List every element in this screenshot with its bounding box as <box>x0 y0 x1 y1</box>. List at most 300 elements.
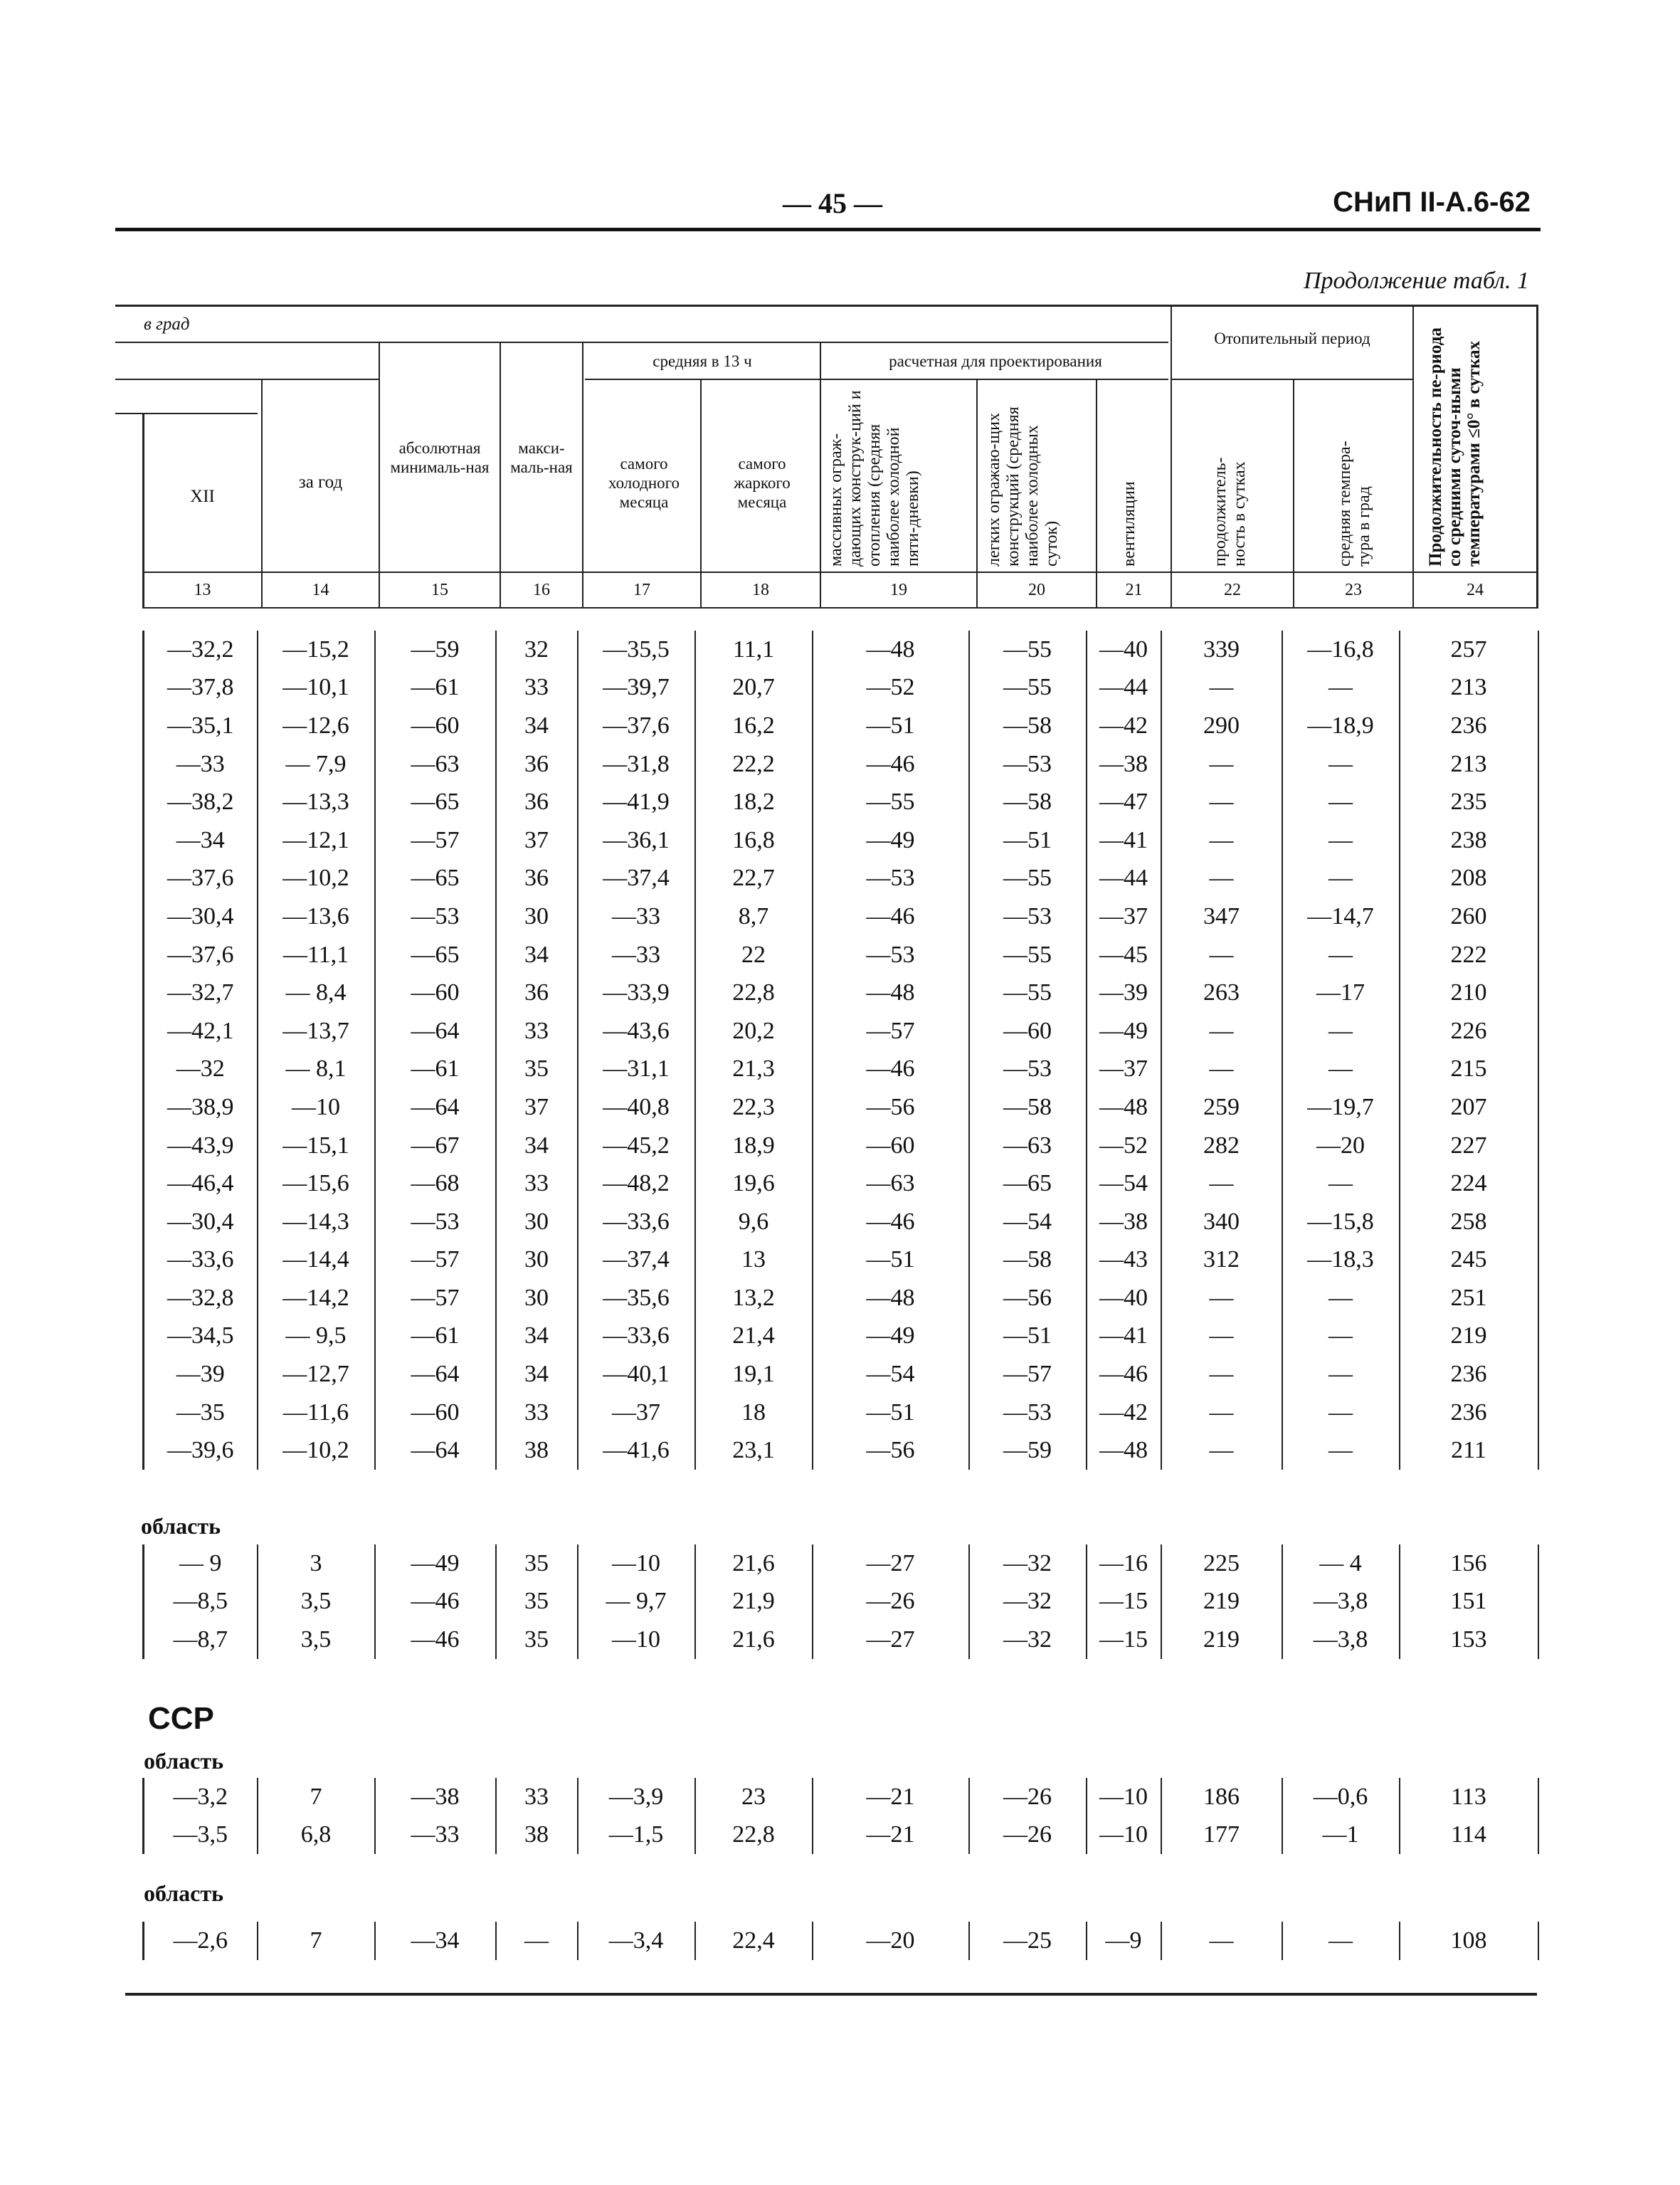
table-row <box>144 1922 1538 1960</box>
table-cell: 19,1 <box>695 1355 813 1394</box>
table-cell: —64 <box>375 1355 496 1394</box>
column-number: 14 <box>312 581 329 599</box>
table-cell: 35 <box>496 1583 578 1621</box>
table-cell: — <box>1282 1279 1400 1317</box>
table-cell: —53 <box>813 936 969 974</box>
table-cell: —35,5 <box>578 631 695 669</box>
table-row <box>144 974 1538 1012</box>
table-cell: —49 <box>375 1544 496 1583</box>
table-row <box>144 745 1538 784</box>
table-cell: —30,4 <box>144 897 258 936</box>
table-cell: —38 <box>1087 1203 1161 1241</box>
col-max-header: макси-маль-ная <box>510 439 573 476</box>
table-cell: —56 <box>813 1431 969 1470</box>
table-cell: —35 <box>144 1394 258 1432</box>
table-cell: —33,6 <box>578 1317 695 1356</box>
column-number: 22 <box>1224 581 1241 599</box>
table-row <box>144 1431 1538 1470</box>
table-cell: —12,6 <box>258 707 375 745</box>
table-cell: 6,8 <box>258 1816 375 1855</box>
table-cell: 33 <box>496 669 578 707</box>
table-cell: —53 <box>969 897 1087 936</box>
table-cell: —39 <box>144 1355 258 1394</box>
table-cell: 21,6 <box>695 1544 813 1583</box>
table-cell: —49 <box>1087 1012 1161 1051</box>
table-cell: —52 <box>1087 1127 1161 1165</box>
table-cell: 20,7 <box>695 669 813 707</box>
table-cell: —37,8 <box>144 669 258 707</box>
table-cell: —53 <box>969 1394 1087 1432</box>
table-cell: —37,6 <box>144 936 258 974</box>
table-cell: —56 <box>813 1088 969 1127</box>
table-cell: —14,3 <box>258 1203 375 1241</box>
table-cell: 33 <box>496 1012 578 1051</box>
table-cell: —38 <box>375 1778 496 1816</box>
table-cell: 186 <box>1161 1778 1282 1816</box>
table-row <box>144 897 1538 936</box>
table-continuation-label: Продолжение табл. 1 <box>1303 268 1529 294</box>
table-cell: — <box>1282 669 1400 707</box>
table-cell: —27 <box>813 1621 969 1659</box>
column-number: 23 <box>1345 581 1362 599</box>
table-cell: 36 <box>496 974 578 1012</box>
table-cell: 23 <box>695 1778 813 1816</box>
table-cell: 258 <box>1400 1203 1538 1241</box>
group-design: расчетная для проектирования <box>889 352 1102 370</box>
table-cell: —63 <box>969 1127 1087 1165</box>
group-heating: Отопительный период <box>1214 330 1370 347</box>
table-cell: — <box>1161 1355 1282 1394</box>
table-cell: —8,5 <box>144 1583 258 1621</box>
table-cell: 22,7 <box>695 860 813 898</box>
table-cell: —14,7 <box>1282 897 1400 936</box>
table-cell: 113 <box>1400 1778 1538 1816</box>
table-cell: 340 <box>1161 1203 1282 1241</box>
table-cell: —51 <box>813 707 969 745</box>
table-cell: —15,1 <box>258 1127 375 1165</box>
table-row <box>144 821 1538 860</box>
table-cell: — <box>1161 1394 1282 1432</box>
table-cell: — <box>1161 1012 1282 1051</box>
table-cell: —10,2 <box>258 860 375 898</box>
table-cell: 13 <box>695 1241 813 1280</box>
table-cell: 33 <box>496 1164 578 1203</box>
table-row <box>144 669 1538 707</box>
table-cell: —25 <box>969 1922 1087 1960</box>
table-cell: —9 <box>1087 1922 1161 1960</box>
table-cell: —57 <box>375 821 496 860</box>
table-cell: —46 <box>813 745 969 784</box>
table-cell: 21,4 <box>695 1317 813 1356</box>
table-cell: —32 <box>969 1544 1087 1583</box>
table-cell: —21 <box>813 1816 969 1855</box>
table-cell: 20,2 <box>695 1012 813 1051</box>
table-cell: —53 <box>969 1051 1087 1089</box>
table-cell: —51 <box>969 1317 1087 1356</box>
table-cell: —10 <box>1087 1816 1161 1855</box>
table-cell: —54 <box>969 1203 1087 1241</box>
table-cell: —65 <box>969 1164 1087 1203</box>
table-cell: 23,1 <box>695 1431 813 1470</box>
table-cell: —37 <box>578 1394 695 1432</box>
table-cell: — <box>1282 821 1400 860</box>
table-cell: — 8,4 <box>258 974 375 1012</box>
unit-label: в град <box>144 315 190 334</box>
table-cell: —11,6 <box>258 1394 375 1432</box>
table-cell: 35 <box>496 1544 578 1583</box>
table-cell: —3,4 <box>578 1922 695 1960</box>
table-cell: —46 <box>1087 1355 1161 1394</box>
data-table-section-3 <box>142 1778 1539 1854</box>
table-cell: —26 <box>813 1583 969 1621</box>
table-cell: —58 <box>969 783 1087 821</box>
table-cell: —13,6 <box>258 897 375 936</box>
table-row <box>144 1816 1538 1855</box>
table-cell: —39,7 <box>578 669 695 707</box>
table-cell: —33,9 <box>578 974 695 1012</box>
table-cell: —48 <box>813 631 969 669</box>
table-cell: 213 <box>1400 745 1538 784</box>
table-row <box>144 1317 1538 1356</box>
table-cell: —40,1 <box>578 1355 695 1394</box>
table-row <box>144 1394 1538 1432</box>
table-cell: 34 <box>496 936 578 974</box>
table-cell: 3,5 <box>258 1621 375 1659</box>
table-cell: —48,2 <box>578 1164 695 1203</box>
table-cell: —32 <box>969 1583 1087 1621</box>
table-cell: 16,2 <box>695 707 813 745</box>
table-cell: 210 <box>1400 974 1538 1012</box>
table-cell: —67 <box>375 1127 496 1165</box>
table-cell: —19,7 <box>1282 1088 1400 1127</box>
table-cell: 33 <box>496 1394 578 1432</box>
table-cell: 236 <box>1400 1355 1538 1394</box>
table-cell: —26 <box>969 1778 1087 1816</box>
bottom-rule <box>125 1993 1537 1996</box>
table-cell: 37 <box>496 1088 578 1127</box>
table-cell: —59 <box>969 1431 1087 1470</box>
column-number: 19 <box>890 581 907 599</box>
table-cell: 30 <box>496 1241 578 1280</box>
table-cell: 108 <box>1400 1922 1538 1960</box>
table-cell: —30,4 <box>144 1203 258 1241</box>
table-cell: —51 <box>813 1241 969 1280</box>
table-cell: —43,9 <box>144 1127 258 1165</box>
table-cell: —31,8 <box>578 745 695 784</box>
table-cell: —3,9 <box>578 1778 695 1816</box>
column-number: 24 <box>1467 581 1484 599</box>
table-cell: —45,2 <box>578 1127 695 1165</box>
table-cell: —39,6 <box>144 1431 258 1470</box>
table-cell: 21,6 <box>695 1621 813 1659</box>
table-cell: — 9,7 <box>578 1583 695 1621</box>
table-cell: 34 <box>496 1127 578 1165</box>
table-cell: — <box>1282 783 1400 821</box>
table-cell: —26 <box>969 1816 1087 1855</box>
table-cell: —1 <box>1282 1816 1400 1855</box>
table-cell: —34,5 <box>144 1317 258 1356</box>
table-cell: —55 <box>969 974 1087 1012</box>
table-cell: —10 <box>258 1088 375 1127</box>
table-cell: — <box>1161 1051 1282 1089</box>
column-number: 16 <box>533 581 550 599</box>
table-row <box>144 707 1538 745</box>
table-cell: — <box>1282 1051 1400 1089</box>
table-cell: — <box>1161 1922 1282 1960</box>
table-cell: —16 <box>1087 1544 1161 1583</box>
table-cell: — <box>1282 1922 1400 1960</box>
table-cell: 153 <box>1400 1621 1538 1659</box>
table-cell: — 8,1 <box>258 1051 375 1089</box>
table-cell: —41,6 <box>578 1431 695 1470</box>
table-cell: —43 <box>1087 1241 1161 1280</box>
table-cell: —1,5 <box>578 1816 695 1855</box>
table-cell: 3 <box>258 1544 375 1583</box>
table-cell: 13,2 <box>695 1279 813 1317</box>
table-cell: 30 <box>496 1203 578 1241</box>
table-cell: 236 <box>1400 1394 1538 1432</box>
table-cell: — <box>1161 745 1282 784</box>
table-cell: — <box>1161 669 1282 707</box>
table-cell: —45 <box>1087 936 1161 974</box>
table-row <box>144 860 1538 898</box>
table-cell: — <box>1282 1355 1400 1394</box>
table-cell: —8,7 <box>144 1621 258 1659</box>
table-cell: 260 <box>1400 897 1538 936</box>
table-cell: —40 <box>1087 1279 1161 1317</box>
table-row <box>144 1012 1538 1051</box>
table-cell: —58 <box>969 707 1087 745</box>
table-cell: 22,3 <box>695 1088 813 1127</box>
table-cell: —40 <box>1087 631 1161 669</box>
table-cell: —13,3 <box>258 783 375 821</box>
table-cell: — <box>1161 783 1282 821</box>
table-cell: 32 <box>496 631 578 669</box>
table-cell: 282 <box>1161 1127 1282 1165</box>
table-cell: 21,3 <box>695 1051 813 1089</box>
column-number: 13 <box>194 581 211 599</box>
table-cell: 177 <box>1161 1816 1282 1855</box>
table-cell: 18,2 <box>695 783 813 821</box>
table-cell: —46 <box>375 1621 496 1659</box>
table-cell: —53 <box>375 1203 496 1241</box>
table-cell: — <box>1161 1279 1282 1317</box>
table-cell: 22,8 <box>695 974 813 1012</box>
table-cell: —61 <box>375 669 496 707</box>
table-cell: —63 <box>375 745 496 784</box>
table-cell: —37,4 <box>578 860 695 898</box>
table-cell: 34 <box>496 1355 578 1394</box>
table-cell: —39 <box>1087 974 1161 1012</box>
table-cell: 34 <box>496 1317 578 1356</box>
table-cell: —65 <box>375 783 496 821</box>
table-cell: —65 <box>375 860 496 898</box>
table-cell: —10 <box>1087 1778 1161 1816</box>
table-cell: —32 <box>969 1621 1087 1659</box>
table-cell: 16,8 <box>695 821 813 860</box>
table-cell: —21 <box>813 1778 969 1816</box>
col-period-len-header: Продолжительность пе-риода со средними суточ-ными температурами ≤0° в сутках <box>1426 327 1484 567</box>
table-cell: 22,4 <box>695 1922 813 1960</box>
table-cell: — 9,5 <box>258 1317 375 1356</box>
table-cell: 36 <box>496 860 578 898</box>
table-cell: —40,8 <box>578 1088 695 1127</box>
table-cell: —18,3 <box>1282 1241 1400 1280</box>
table-cell: 21,9 <box>695 1583 813 1621</box>
table-cell: —32,7 <box>144 974 258 1012</box>
table-cell: —61 <box>375 1051 496 1089</box>
section-label-2: область <box>141 1513 221 1539</box>
table-cell: —51 <box>813 1394 969 1432</box>
table-cell: 38 <box>496 1431 578 1470</box>
table-cell: —46 <box>813 897 969 936</box>
table-cell: 347 <box>1161 897 1282 936</box>
table-cell: —38 <box>1087 745 1161 784</box>
table-cell: —53 <box>375 897 496 936</box>
column-number: 21 <box>1125 581 1143 599</box>
table-cell: — 9 <box>144 1544 258 1583</box>
table-cell: —48 <box>813 1279 969 1317</box>
table-cell: 207 <box>1400 1088 1538 1127</box>
table-cell: —15 <box>1087 1583 1161 1621</box>
col-hot-month-header: самого жаркого месяца <box>734 455 791 511</box>
table-cell: —14,2 <box>258 1279 375 1317</box>
table-cell: — 7,9 <box>258 745 375 784</box>
table-cell: —34 <box>375 1922 496 1960</box>
table-cell: 38 <box>496 1816 578 1855</box>
table-cell: — <box>1282 1012 1400 1051</box>
table-cell: —37,6 <box>578 707 695 745</box>
table-cell: —0,6 <box>1282 1778 1400 1816</box>
table-cell: —35,6 <box>578 1279 695 1317</box>
table-cell: 245 <box>1400 1241 1538 1280</box>
table-cell: —31,1 <box>578 1051 695 1089</box>
table-cell: —2,6 <box>144 1922 258 1960</box>
table-cell: 30 <box>496 1279 578 1317</box>
table-cell: — <box>1282 860 1400 898</box>
table-cell: —60 <box>375 1394 496 1432</box>
table-cell: —33,6 <box>144 1241 258 1280</box>
table-cell: —64 <box>375 1012 496 1051</box>
table-cell: 259 <box>1161 1088 1282 1127</box>
table-row <box>144 1051 1538 1089</box>
table-cell: 215 <box>1400 1051 1538 1089</box>
table-cell: 225 <box>1161 1544 1282 1583</box>
table-row <box>144 1241 1538 1280</box>
table-cell: 219 <box>1400 1317 1538 1356</box>
table-cell: —60 <box>813 1127 969 1165</box>
table-cell: 224 <box>1400 1164 1538 1203</box>
table-cell: —10,1 <box>258 669 375 707</box>
table-cell: 34 <box>496 707 578 745</box>
table-cell: —15 <box>1087 1621 1161 1659</box>
column-number: 20 <box>1028 581 1045 599</box>
table-cell: —12,7 <box>258 1355 375 1394</box>
table-cell: —44 <box>1087 860 1161 898</box>
table-cell: —33 <box>578 936 695 974</box>
table-cell: —3,8 <box>1282 1583 1400 1621</box>
table-row <box>144 1203 1538 1241</box>
table-cell: 36 <box>496 745 578 784</box>
table-cell: 236 <box>1400 707 1538 745</box>
table-cell: — <box>1282 1394 1400 1432</box>
table-cell: —15,2 <box>258 631 375 669</box>
table-cell: —55 <box>969 669 1087 707</box>
col-xii-header: XII <box>190 487 215 506</box>
table-cell: —27 <box>813 1544 969 1583</box>
table-row <box>144 1088 1538 1127</box>
table-cell: —57 <box>813 1012 969 1051</box>
table-cell: —57 <box>375 1279 496 1317</box>
table-row <box>144 783 1538 821</box>
table-cell: 312 <box>1161 1241 1282 1280</box>
table-cell: 7 <box>258 1778 375 1816</box>
table-header <box>115 305 1538 612</box>
table-cell: —36,1 <box>578 821 695 860</box>
group-mean-13h: средняя в 13 ч <box>653 352 752 370</box>
table-cell: — <box>1161 1431 1282 1470</box>
table-cell: —41 <box>1087 1317 1161 1356</box>
table-cell: 22 <box>695 936 813 974</box>
table-row <box>144 1164 1538 1203</box>
table-cell: 219 <box>1161 1583 1282 1621</box>
section-label-3: область <box>144 1748 223 1774</box>
page-number: — 45 — <box>783 187 882 219</box>
table-cell: —68 <box>375 1164 496 1203</box>
table-cell: —15,6 <box>258 1164 375 1203</box>
table-row <box>144 1279 1538 1317</box>
table-cell: —37,4 <box>578 1241 695 1280</box>
table-cell: —33 <box>144 745 258 784</box>
table-cell: —53 <box>969 745 1087 784</box>
table-cell: —20 <box>1282 1127 1400 1165</box>
table-cell: —13,7 <box>258 1012 375 1051</box>
table-cell: — <box>1161 821 1282 860</box>
table-cell: —41 <box>1087 821 1161 860</box>
table-cell: 11,1 <box>695 631 813 669</box>
table-cell: —57 <box>375 1241 496 1280</box>
table-cell: 18,9 <box>695 1127 813 1165</box>
col-massive-header: массивных ограж-дающих конструк-ций и отопления (средняя наиболее холодной пяти-дневки) <box>827 390 922 567</box>
table-cell: 114 <box>1400 1816 1538 1855</box>
col-vent-header: вентиляции <box>1120 481 1139 567</box>
table-cell: —37 <box>1087 1051 1161 1089</box>
table-cell: —3,8 <box>1282 1621 1400 1659</box>
table-cell: — <box>1282 1317 1400 1356</box>
table-row <box>144 631 1538 669</box>
table-cell: —32 <box>144 1051 258 1089</box>
table-cell: 263 <box>1161 974 1282 1012</box>
table-cell: —3,2 <box>144 1778 258 1816</box>
table-cell: —54 <box>813 1355 969 1394</box>
table-cell: 35 <box>496 1051 578 1089</box>
table-cell: —44 <box>1087 669 1161 707</box>
table-cell: 36 <box>496 783 578 821</box>
table-cell: —42 <box>1087 1394 1161 1432</box>
table-cell: — <box>1161 1164 1282 1203</box>
col-cold-month-header: самого холодного месяца <box>608 455 680 511</box>
table-cell: —49 <box>813 821 969 860</box>
table-cell: 3,5 <box>258 1583 375 1621</box>
table-cell: —42,1 <box>144 1012 258 1051</box>
table-cell: —33 <box>578 897 695 936</box>
table-cell: —33 <box>375 1816 496 1855</box>
table-cell: 238 <box>1400 821 1538 860</box>
table-cell: —10,2 <box>258 1431 375 1470</box>
table-cell: — <box>1282 936 1400 974</box>
table-cell: —63 <box>813 1164 969 1203</box>
table-cell: —60 <box>969 1012 1087 1051</box>
